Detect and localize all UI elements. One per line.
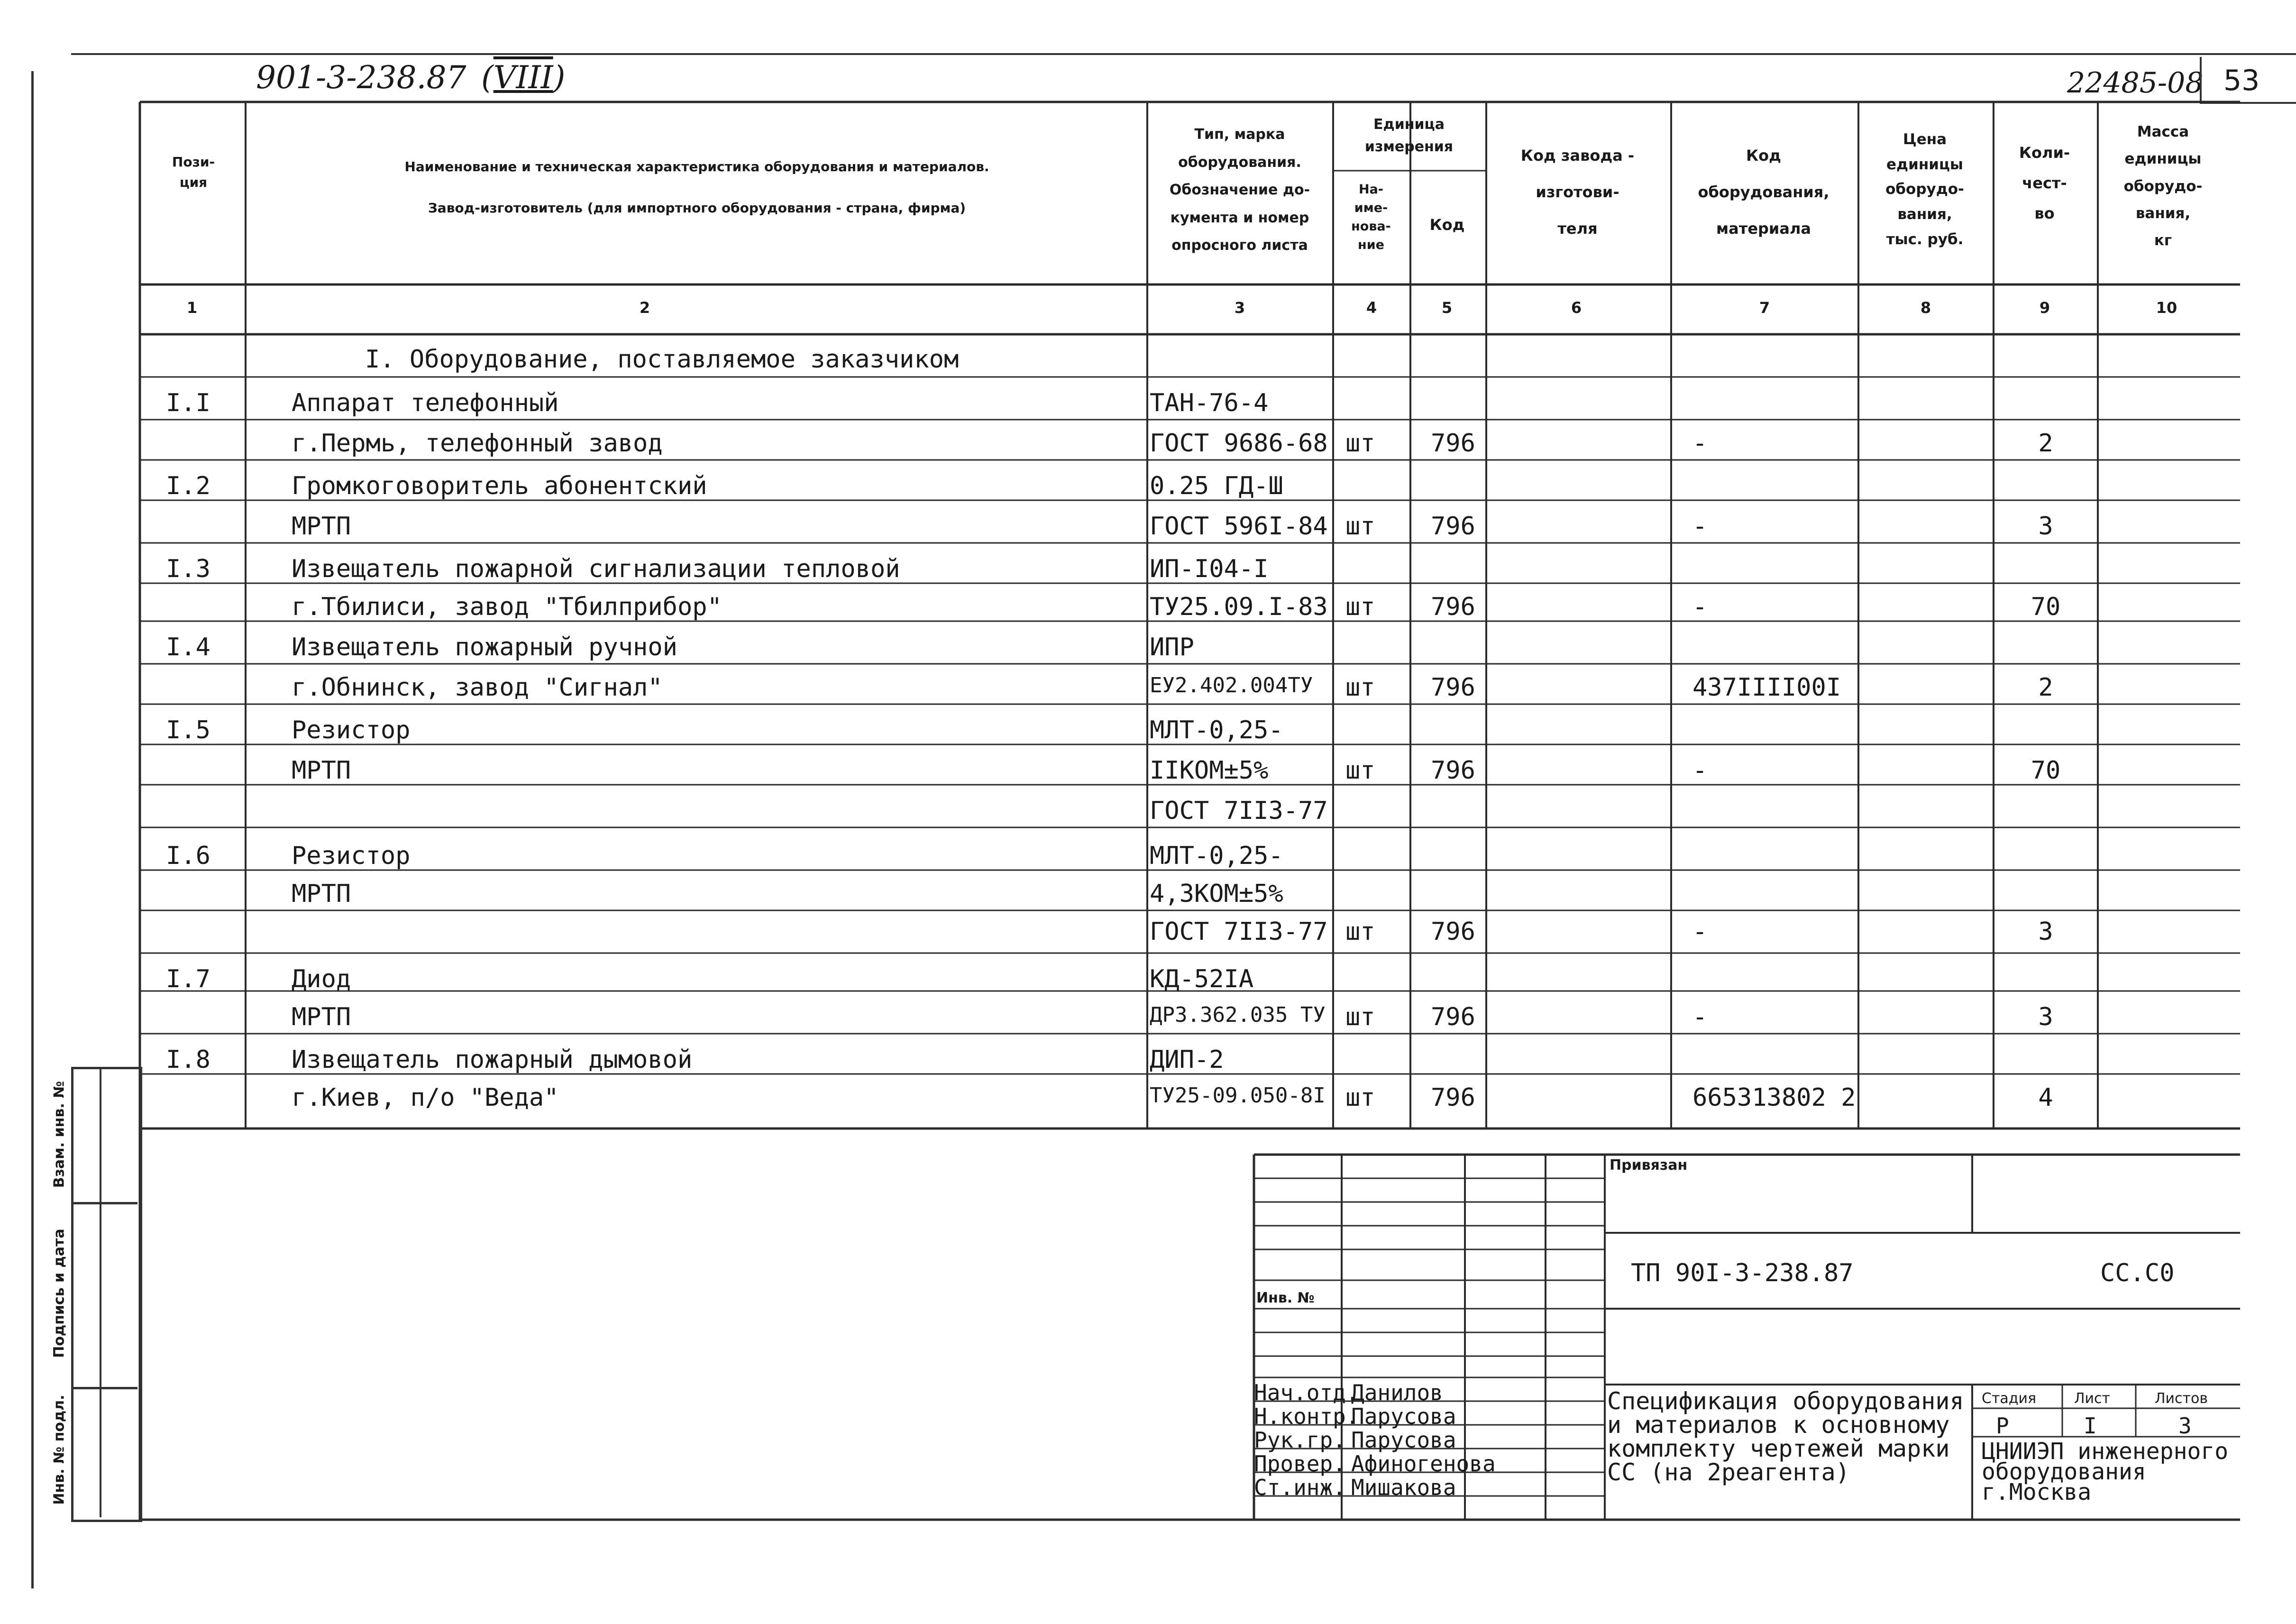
side-stamp-inv-no: Инв. № подл. [51, 1395, 68, 1505]
row-equipment-code: - [1692, 593, 1708, 621]
row-equipment-code: - [1692, 429, 1708, 458]
row-name: МРТП [292, 880, 351, 908]
row-type: 4,3КОМ±5% [1150, 880, 1283, 908]
row-name: Громкоговоритель абонентский [292, 472, 707, 500]
row-equipment-code: - [1692, 918, 1708, 946]
title-block-sheet: I [2084, 1413, 2097, 1439]
role-person: Парусова [1351, 1427, 1456, 1453]
row-name: Извещатель пожарный ручной [292, 633, 677, 661]
row-code: 796 [1431, 756, 1475, 785]
row-equipment-code: - [1692, 512, 1708, 541]
row-unit: шт [1345, 1083, 1375, 1112]
header-name: Наименование и техническая характеристика оборудования и материалов. Завод-изготовитель (для импортного оборудования - страна, фирма) [404, 159, 989, 216]
row-quantity: 2 [2038, 429, 2053, 458]
row-unit: шт [1345, 512, 1375, 541]
column-number: 7 [1759, 299, 1770, 317]
column-number: 2 [639, 299, 650, 317]
row-code: 796 [1431, 673, 1475, 702]
column-number: 9 [2039, 299, 2050, 317]
row-type: ТУ25-09.050-8I [1150, 1083, 1326, 1108]
row-type: ДР3.362.035 ТУ [1150, 1003, 1326, 1027]
row-position: I.7 [166, 965, 210, 993]
side-stamp-divider-1 [71, 1202, 137, 1204]
row-code: 796 [1431, 1003, 1475, 1031]
title-block-doc-code: ТП 90I-3-238.87 [1631, 1259, 1854, 1287]
role-title: Рук.гр. [1254, 1427, 1346, 1453]
row-name: г.Пермь, телефонный завод [292, 429, 663, 458]
side-stamp-replaced: Взам. инв. № [51, 1081, 68, 1188]
role-person: Парусова [1351, 1404, 1456, 1429]
role-person: Афиногенова [1351, 1451, 1496, 1477]
row-type: ТУ25.09.I-83 [1150, 593, 1328, 621]
row-code: 796 [1431, 429, 1475, 458]
header-equipment-code: Код оборудования, материала [1698, 147, 1829, 238]
row-position: I.4 [166, 633, 210, 661]
row-unit: шт [1345, 593, 1375, 621]
row-code: 796 [1431, 1083, 1475, 1112]
title-block-org: ЦНИИЭП инженерного оборудования г.Москва [1982, 1438, 2229, 1506]
row-quantity: 3 [2038, 918, 2053, 946]
row-position: I.I [166, 389, 210, 417]
title-block-doc-title: Спецификация оборудования и материалов к основному комплекту чертежей марки СС (на 2реагента) [1607, 1387, 1964, 1486]
row-name: Извещатель пожарной сигнализации тепловой [292, 555, 900, 583]
row-position: I.5 [166, 716, 210, 744]
top-right-code: 22485-08 [2067, 66, 2204, 100]
row-type: ЕУ2.402.004ТУ [1150, 673, 1313, 697]
row-equipment-code: 665313802 2 [1692, 1083, 1856, 1112]
row-name: МРТП [292, 1003, 351, 1031]
row-type: IIКОМ±5% [1150, 756, 1269, 785]
row-type: МЛТ-0,25- [1150, 716, 1283, 744]
role-title: Н.контр. [1254, 1404, 1359, 1429]
roman-numeral: VIII [493, 59, 553, 96]
row-position: I.2 [166, 472, 210, 500]
row-type: ГОСТ 7II3-77 [1150, 918, 1328, 946]
role-person: Данилов [1351, 1380, 1443, 1405]
row-type: КД-52IA [1150, 965, 1254, 993]
row-unit: шт [1345, 756, 1375, 785]
title-block-stage: Р [1996, 1413, 2009, 1439]
row-equipment-code: - [1692, 756, 1708, 785]
title-block-sheet-label: Лист [2074, 1390, 2111, 1407]
row-code: 796 [1431, 512, 1475, 541]
row-type: ИПР [1150, 633, 1194, 661]
row-quantity: 70 [2031, 756, 2061, 785]
column-number: 10 [2156, 299, 2177, 317]
column-number: 4 [1366, 299, 1377, 317]
title-block-mark: СС.С0 [2100, 1259, 2175, 1287]
header-unit-name: На- име- нова- ние [1351, 182, 1391, 253]
row-equipment-code: - [1692, 1003, 1708, 1031]
row-type: ГОСТ 596I-84 [1150, 512, 1328, 541]
header-mass: Масса единицы оборудо- вания, кг [2123, 123, 2203, 249]
column-number: 6 [1571, 299, 1582, 317]
page-number: 53 [2223, 64, 2260, 97]
row-type: ГОСТ 9686-68 [1150, 429, 1328, 458]
row-name: Резистор [292, 842, 411, 870]
row-quantity: 3 [2038, 1003, 2053, 1031]
header-unit: Единица измерения [1364, 116, 1454, 155]
title-block-sheets-label: Листов [2155, 1390, 2208, 1407]
side-stamp-divider-2 [71, 1387, 137, 1389]
column-number: 5 [1441, 299, 1453, 317]
row-name: г.Тбилиси, завод "Тбилприбор" [292, 593, 722, 621]
row-position: I.8 [166, 1046, 210, 1074]
title-block-sheets: 3 [2178, 1413, 2192, 1439]
row-position: I.3 [166, 555, 210, 583]
header-quantity: Коли- чест- во [2019, 144, 2070, 222]
row-unit: шт [1345, 1003, 1375, 1031]
row-equipment-code: 437IIII00I [1692, 673, 1841, 702]
column-number: 1 [186, 299, 198, 317]
header-factory-code: Код завода - изготови- теля [1520, 147, 1635, 238]
title-block-privyazan: Привязан [1610, 1157, 1688, 1174]
row-name: Аппарат телефонный [292, 389, 559, 417]
row-name: г.Обнинск, завод "Сигнал" [292, 673, 663, 702]
row-unit: шт [1345, 673, 1375, 702]
role-person: Мишакова [1351, 1475, 1456, 1500]
title-block-inv-no: Инв. № [1256, 1290, 1315, 1306]
row-quantity: 70 [2031, 593, 2061, 621]
row-code: 796 [1431, 918, 1475, 946]
header-unit-code: Код [1429, 216, 1465, 234]
title-block-stage-label: Стадия [1982, 1390, 2037, 1407]
row-type: ИП-I04-I [1150, 555, 1269, 583]
header-price: Цена единицы оборудо- вания, тыс. руб. [1885, 131, 1964, 248]
role-title: Ст.инж. [1254, 1475, 1346, 1500]
row-type: ТАН-76-4 [1150, 389, 1269, 417]
row-unit: шт [1345, 918, 1375, 946]
section-title: I. Оборудование, поставляемое заказчиком [365, 345, 959, 374]
row-quantity: 4 [2038, 1083, 2053, 1112]
header-position: Пози- ция [172, 154, 215, 191]
row-type: 0.25 ГД-Ш [1150, 472, 1283, 500]
row-quantity: 3 [2038, 512, 2053, 541]
row-type: ДИП-2 [1150, 1046, 1224, 1074]
row-name: Диод [292, 965, 351, 993]
side-stamp-signature: Подпись и дата [51, 1229, 68, 1358]
column-number: 3 [1234, 299, 1245, 317]
row-name: МРТП [292, 756, 351, 785]
row-code: 796 [1431, 593, 1475, 621]
row-name: Резистор [292, 716, 411, 744]
role-title: Нач.отд. [1254, 1380, 1359, 1405]
side-stamp [71, 1067, 142, 1522]
header-type: Тип, марка оборудования. Обозначение до- кумента и номер опросного листа [1169, 126, 1310, 254]
row-quantity: 2 [2038, 673, 2053, 702]
row-type: ГОСТ 7II3-77 [1150, 797, 1328, 825]
side-stamp-divider-vert [100, 1067, 101, 1517]
row-unit: шт [1345, 429, 1375, 458]
row-name: Извещатель пожарный дымовой [292, 1046, 693, 1074]
column-number: 8 [1920, 299, 1931, 317]
top-left-code: 901-3-238.87 [256, 59, 467, 96]
row-name: МРТП [292, 512, 351, 541]
row-type: МЛТ-0,25- [1150, 842, 1283, 870]
row-position: I.6 [166, 842, 210, 870]
row-name: г.Киев, п/о "Веда" [292, 1083, 559, 1112]
top-left-roman: (VIII) [481, 59, 566, 96]
role-title: Провер. [1254, 1451, 1346, 1477]
